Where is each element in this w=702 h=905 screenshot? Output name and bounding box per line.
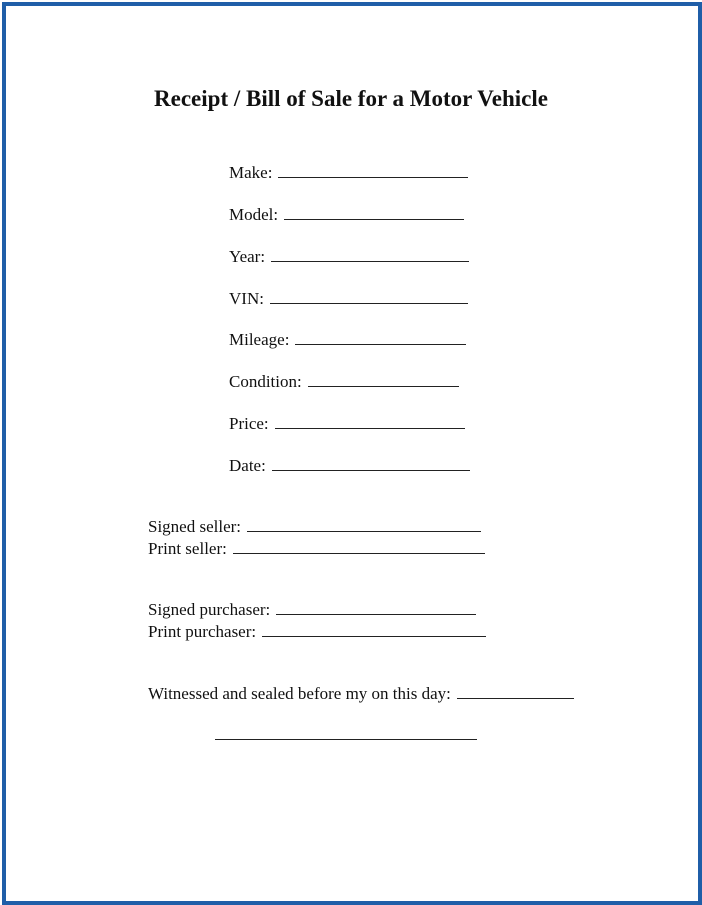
print-purchaser-blank[interactable] xyxy=(262,622,486,637)
notary-signature-line[interactable] xyxy=(215,739,477,740)
year-field xyxy=(229,247,469,267)
signed-purchaser-field xyxy=(148,600,476,620)
print-seller-label: Print seller: xyxy=(148,539,227,558)
condition-blank[interactable] xyxy=(308,372,459,387)
price-field xyxy=(229,414,465,434)
signed-seller-blank[interactable] xyxy=(247,517,481,532)
model-blank[interactable] xyxy=(284,205,464,220)
vin-label: VIN: xyxy=(229,289,264,308)
print-seller-field xyxy=(148,539,485,559)
make-label: Make: xyxy=(229,163,273,182)
price-label: Price: xyxy=(229,414,269,433)
date-blank[interactable] xyxy=(272,456,470,471)
date-label: Date: xyxy=(229,456,266,475)
condition-field xyxy=(229,372,459,392)
print-purchaser-field xyxy=(148,622,486,642)
signed-purchaser-blank[interactable] xyxy=(276,600,476,615)
year-blank[interactable] xyxy=(271,247,469,262)
print-seller-blank[interactable] xyxy=(233,539,485,554)
price-blank[interactable] xyxy=(275,414,465,429)
vin-blank[interactable] xyxy=(270,289,468,304)
witness-field xyxy=(148,684,574,704)
model-label: Model: xyxy=(229,205,279,224)
signed-seller-label: Signed seller: xyxy=(148,517,242,536)
document-title: Receipt / Bill of Sale for a Motor Vehicle xyxy=(154,86,548,111)
mileage-field xyxy=(229,330,466,350)
make-field xyxy=(229,163,468,183)
page-frame xyxy=(2,2,702,905)
signed-purchaser-label: Signed purchaser: xyxy=(148,600,271,619)
witness-date-blank[interactable] xyxy=(457,684,574,699)
mileage-label: Mileage: xyxy=(229,330,290,349)
date-field xyxy=(229,456,470,476)
witness-label: Witnessed and sealed before my on this day: xyxy=(148,684,451,703)
signed-seller-field xyxy=(148,517,481,537)
vin-field xyxy=(229,289,468,309)
print-purchaser-label: Print purchaser: xyxy=(148,622,257,641)
year-label: Year: xyxy=(229,247,266,266)
model-field xyxy=(229,205,464,225)
mileage-blank[interactable] xyxy=(295,330,466,345)
make-blank[interactable] xyxy=(278,163,468,178)
condition-label: Condition: xyxy=(229,372,302,391)
